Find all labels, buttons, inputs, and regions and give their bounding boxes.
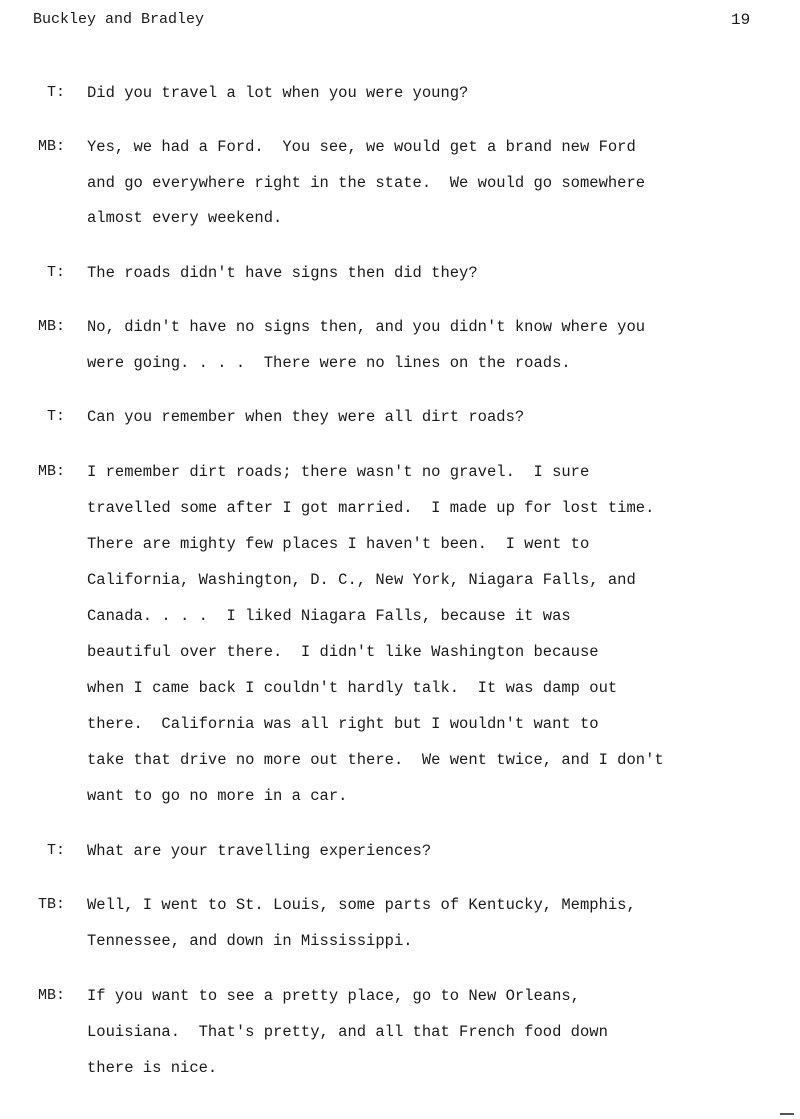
transcript-line: Canada. . . . I liked Niagara Falls, because it was <box>87 607 571 625</box>
transcript-line: when I came back I couldn't hardly talk. It was damp out <box>87 679 618 697</box>
speaker-label: MB: <box>37 318 65 335</box>
transcript-line: were going. . . . There were no lines on the roads. <box>87 354 571 372</box>
speaker-label: T: <box>46 842 65 859</box>
transcript-line: beautiful over there. I didn't like Washington because <box>87 643 599 661</box>
transcript-line: Well, I went to St. Louis, some parts of Kentucky, Memphis, <box>87 896 636 914</box>
speaker-label: MB: <box>37 463 65 480</box>
transcript-line: What are your travelling experiences? <box>87 842 432 860</box>
transcript-line: travelled some after I got married. I made up for lost time. <box>87 499 655 517</box>
transcript-line: Did you travel a lot when you were young? <box>87 84 469 102</box>
transcript-line: No, didn't have no signs then, and you didn't know where you <box>87 318 646 336</box>
speaker-label: TB: <box>37 896 65 913</box>
transcript-line: want to go no more in a car. <box>87 787 348 805</box>
transcript-line: I remember dirt roads; there wasn't no gravel. I sure <box>87 463 590 481</box>
speaker-label: T: <box>46 408 65 425</box>
speaker-label: T: <box>46 264 65 281</box>
running-header: Buckley and Bradley <box>33 11 205 28</box>
transcript-line: California, Washington, D. C., New York, Niagara Falls, and <box>87 571 636 589</box>
speaker-label: MB: <box>37 987 65 1004</box>
transcript-line: there. California was all right but I wouldn't want to <box>87 715 599 733</box>
transcript-line: almost every weekend. <box>87 209 283 227</box>
transcript-line: Louisiana. That's pretty, and all that French food down <box>87 1023 608 1041</box>
transcript-line: The roads didn't have signs then did they? <box>87 264 478 282</box>
transcript-line: Tennessee, and down in Mississippi. <box>87 932 413 950</box>
transcript-line: Can you remember when they were all dirt roads? <box>87 408 525 426</box>
page-number: 19 <box>731 11 751 29</box>
scan-mark <box>780 1113 794 1115</box>
transcript-line: take that drive no more out there. We went twice, and I don't <box>87 751 664 769</box>
speaker-label: MB: <box>37 138 65 155</box>
transcript-line: If you want to see a pretty place, go to New Orleans, <box>87 987 580 1005</box>
transcript-line: there is nice. <box>87 1059 218 1077</box>
transcript-line: Yes, we had a Ford. You see, we would get a brand new Ford <box>87 138 636 156</box>
speaker-label: T: <box>46 84 65 101</box>
transcript-line: and go everywhere right in the state. We would go somewhere <box>87 174 646 192</box>
transcript-line: There are mighty few places I haven't been. I went to <box>87 535 590 553</box>
